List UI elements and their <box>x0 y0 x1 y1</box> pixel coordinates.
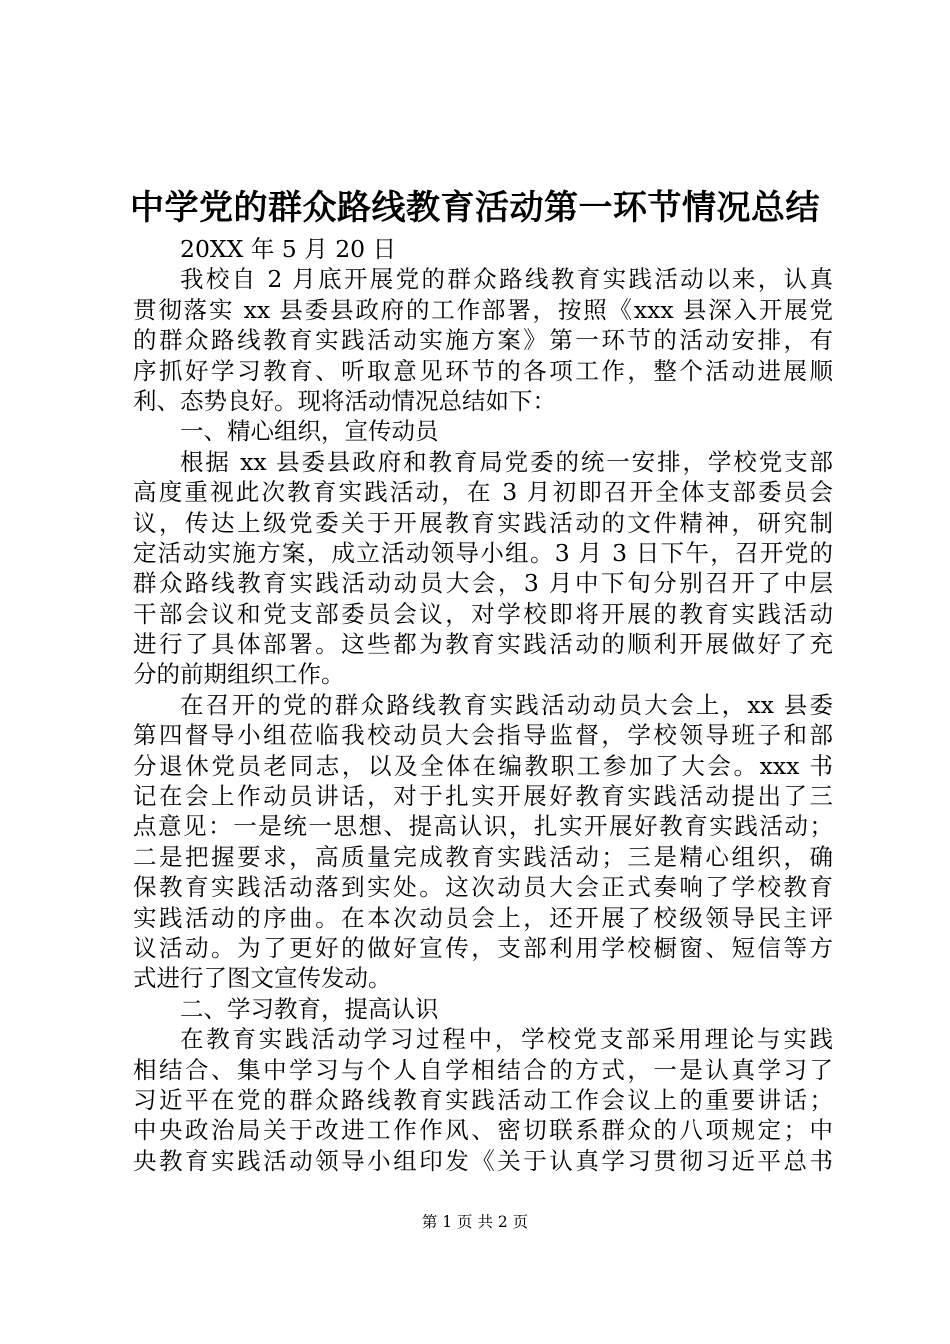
text-line: 我校自 2 月底开展党的群众路线教育实践活动以来，认真 <box>180 265 833 294</box>
text-line: 干部会议和党支部委员会议，对学校即将开展的教育实践活动 <box>133 599 833 628</box>
text-line: 保教育实践活动落到实处。这次动员大会正式奏响了学校教育 <box>133 873 833 902</box>
text-line: 央教育实践活动领导小组印发《关于认真学习贯彻习近平总书 <box>133 1146 833 1175</box>
text-line: 根据 xx 县委县政府和教育局党委的统一安排，学校党支部 <box>180 447 833 476</box>
text-line: 在教育实践活动学习过程中，学校党支部采用理论与实践 <box>180 1025 833 1054</box>
document-title: 中学党的群众路线教育活动第一环节情况总结 <box>130 188 820 228</box>
text-line: 式进行了图文宣传发动。 <box>133 964 392 993</box>
text-line: 议活动。为了更好的做好宣传，支部利用学校橱窗、短信等方 <box>133 933 833 962</box>
text-line: 点意见：一是统一思想、提高认识，扎实开展好教育实践活动； <box>133 812 833 841</box>
text-line: 定活动实施方案，成立活动领导小组。3 月 3 日下午，召开党的 <box>133 538 833 567</box>
text-line: 20XX 年 5 月 20 日 <box>180 235 397 263</box>
text-line: 序抓好学习教育、听取意见环节的各项工作，整个活动进展顺 <box>133 356 833 385</box>
text-line: 群众路线教育实践活动动员大会，3 月中下旬分别召开了中层 <box>133 569 833 598</box>
text-line: 实践活动的序曲。在本次动员会上，还开展了校级领导民主评 <box>133 903 833 932</box>
text-line: 第四督导小组莅临我校动员大会指导监督，学校领导班子和部 <box>133 721 833 750</box>
document-body <box>133 234 833 1176</box>
page-footer: 第 1 页 共 2 页 <box>421 1213 529 1231</box>
text-line: 的群众路线教育实践活动实施方案》第一环节的活动安排，有 <box>133 326 833 355</box>
text-line: 贯彻落实 xx 县委县政府的工作部署，按照《xxx 县深入开展党 <box>133 295 833 324</box>
text-line: 高度重视此次教育实践活动，在 3 月初即召开全体支部委员会 <box>133 478 833 507</box>
text-line: 在召开的党的群众路线教育实践活动动员大会上，xx 县委 <box>180 690 833 719</box>
text-line: 分退休党员老同志，以及全体在编教职工参加了大会。xxx 书 <box>133 751 833 780</box>
text-line: 习近平在党的群众路线教育实践活动工作会议上的重要讲话； <box>133 1085 833 1114</box>
text-line: 一、精心组织，宣传动员 <box>180 417 439 446</box>
text-line: 相结合、集中学习与个人自学相结合的方式，一是认真学习了 <box>133 1055 833 1084</box>
text-line: 进行了具体部署。这些都为教育实践活动的顺利开展做好了充 <box>133 630 833 659</box>
text-line: 议，传达上级党委关于开展教育实践活动的文件精神，研究制 <box>133 508 833 537</box>
text-line: 利、态势良好。现将活动情况总结如下： <box>133 386 556 415</box>
text-line: 分的前期组织工作。 <box>133 660 345 689</box>
text-line: 记在会上作动员讲话，对于扎实开展好教育实践活动提出了三 <box>133 782 833 811</box>
text-line: 二、学习教育，提高认识 <box>180 994 439 1023</box>
text-line: 二是把握要求，高质量完成教育实践活动；三是精心组织，确 <box>133 842 833 871</box>
text-line: 中央政治局关于改进工作作风、密切联系群众的八项规定；中 <box>133 1116 833 1145</box>
